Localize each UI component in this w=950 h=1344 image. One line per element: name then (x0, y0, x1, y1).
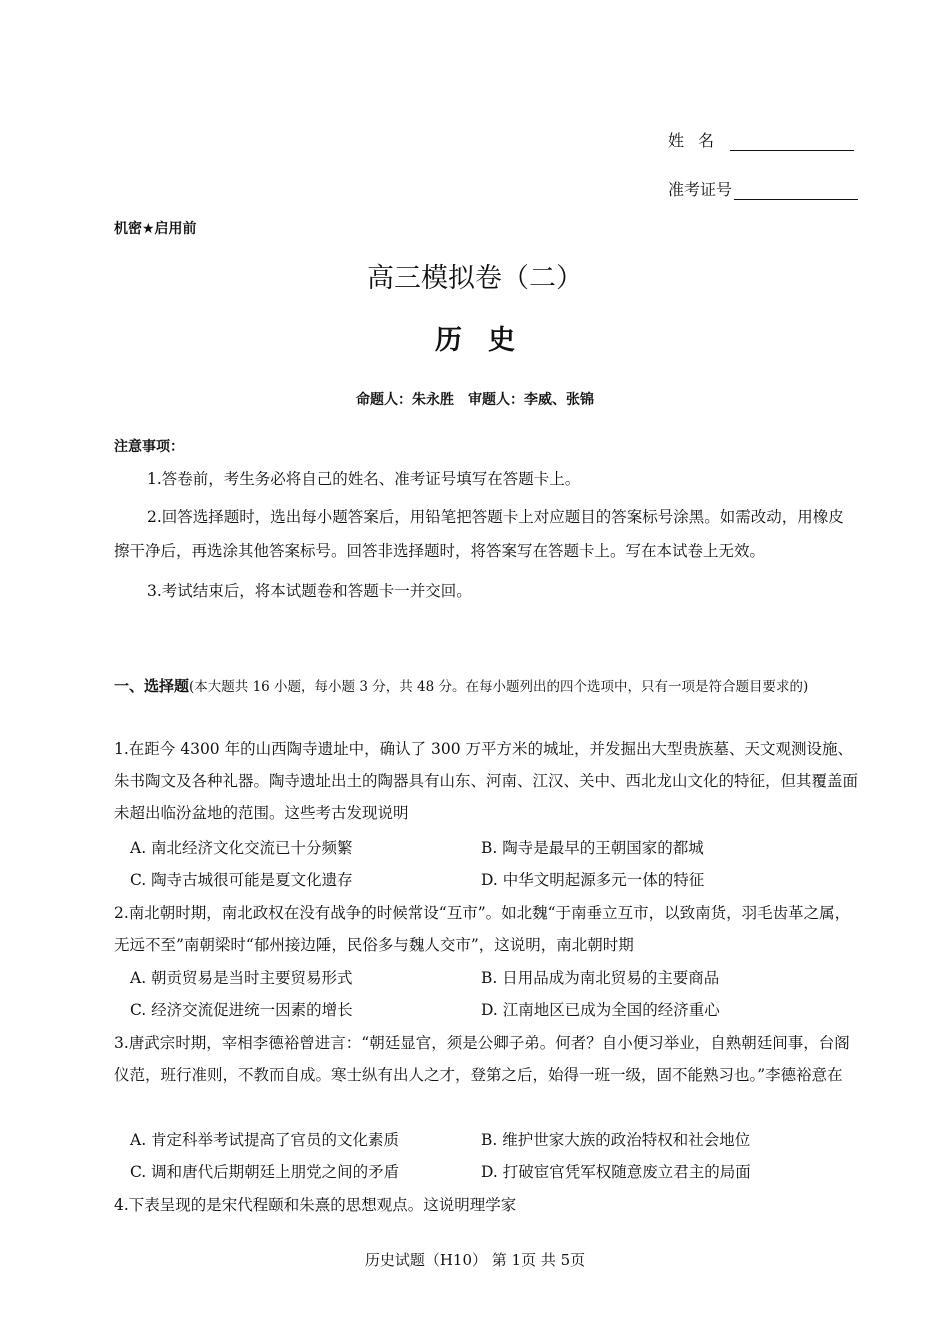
section-title: 一、选择题 (114, 677, 190, 695)
question-3-stem: 3.唐武宗时期，宰相李德裕曾进言：“朝廷显官，须是公卿子弟。何者？自小便习举业，自熟朝廷间事，台阁仪范，班行准则，不教而自成。寒士纵有出人之才，登第之后，始得一班一级，固不能熟习也。”李德裕意在 (114, 1034, 850, 1084)
id-field (668, 177, 858, 200)
notice-item-1: 1.答卷前，考生务必将自己的姓名、准考证号填写在答题卡上。 (147, 470, 581, 488)
exam-subject: 历史 (435, 325, 541, 356)
question-3-option-c: C. 调和唐代后期朝廷上朋党之间的矛盾 (130, 1163, 400, 1181)
notice-item-3: 3.考试结束后，将本试题卷和答题卡一并交回。 (147, 582, 472, 600)
question-1-stem: 1.在距今 4300 年的山西陶寺遗址中，确认了 300 万平方米的城址，并发掘出大型贵族墓、天文观测设施、朱书陶文及各种礼器。陶寺遗址出土的陶器具有山东、河南、江汉、关中、西北龙山文化的特征，但其覆盖面未超出临汾盆地的范围。这些考古发现说明 (114, 740, 859, 822)
question-3-option-d: D. 打破宦官凭军权随意废立君主的局面 (481, 1163, 751, 1181)
id-blank (734, 182, 858, 200)
section-note: (本大题共 16 小题，每小题 3 分，共 48 分。在每小题列出的四个选项中，只有一项是符合题目要求的) (189, 679, 809, 695)
section-heading (114, 670, 859, 703)
exam-title: 高三模拟卷（二） (367, 263, 583, 294)
notice-heading: 注意事项： (114, 439, 184, 455)
question-2-option-d: D. 江南地区已成为全国的经济重心 (481, 1001, 720, 1019)
question-1-option-b: B. 陶寺是最早的王朝国家的都城 (481, 839, 704, 857)
question-2-stem: 2.南北朝时期，南北政权在没有战争的时候常设“互市”。如北魏“于南垂立互市，以致南货，羽毛齿革之属，无远不至”南朝梁时“郁州接边陲，民俗多与魏人交市”，这说明，南北朝时期 (114, 904, 851, 954)
question-2-option-b: B. 日用品成为南北贸易的主要商品 (481, 969, 720, 987)
notice-item-2: 2.回答选择题时，选出每小题答案后，用铅笔把答题卡上对应题目的答案标号涂黑。如需改动，用橡皮擦干净后，再选涂其他答案标号。回答非选择题时，将答案写在答题卡上。写在本试卷上无效。 (114, 508, 844, 560)
question-1-option-d: D. 中华文明起源多元一体的特征 (481, 871, 705, 889)
question-4-stem: 4.下表呈现的是宋代程颐和朱熹的思想观点。这说明理学家 (114, 1196, 517, 1214)
question-3-option-a: A. 肯定科举考试提高了官员的文化素质 (130, 1131, 400, 1149)
name-label: 姓名 (668, 131, 729, 150)
question-1-option-c: C. 陶寺古城很可能是夏文化遗存 (130, 871, 353, 889)
page-footer: 历史试题（H10） 第 1页 共 5页 (364, 1251, 586, 1269)
question-1-option-a: A. 南北经济文化交流已十分频繁 (130, 839, 353, 857)
secret-label: 机密★启用前 (114, 221, 197, 237)
question-2-option-a: A. 朝贡贸易是当时主要贸易形式 (130, 969, 353, 987)
id-label: 准考证号 (668, 180, 733, 199)
question-2-option-c: C. 经济交流促进统一因素的增长 (130, 1001, 353, 1019)
question-3-option-b: B. 维护世家大族的政治特权和社会地位 (481, 1131, 751, 1149)
name-blank (730, 133, 854, 151)
exam-authors: 命题人：朱永胜 审题人：李威、张锦 (356, 392, 594, 408)
name-field (668, 128, 854, 151)
